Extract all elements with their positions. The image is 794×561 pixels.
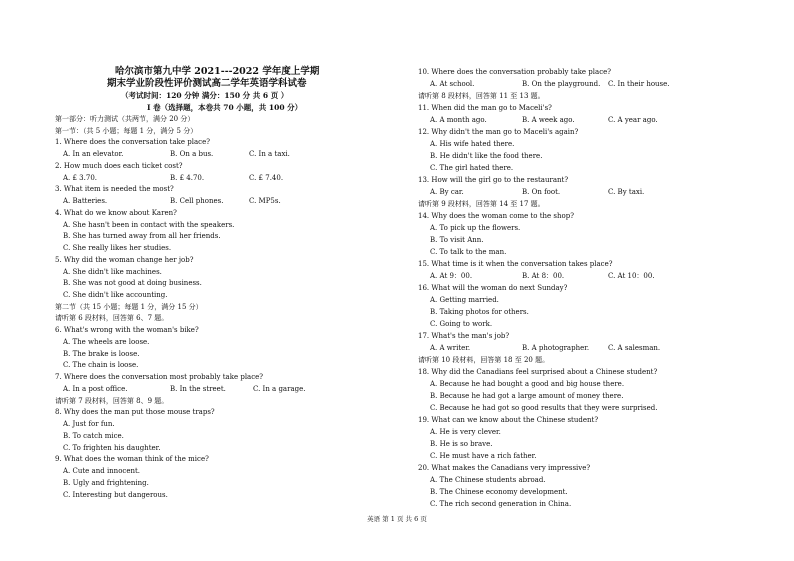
option-11a: A. A month ago. xyxy=(430,116,487,124)
option-20a: A. The Chinese students abroad. xyxy=(430,476,546,484)
option-3b: B. Cell phones. xyxy=(170,197,224,205)
exam-title-line1: 哈尔滨市第九中学 2021---2022 学年度上学期 xyxy=(115,66,320,77)
question-11: 11. When did the man go to Maceli's? xyxy=(418,104,552,112)
option-6a: A. The wheels are loose. xyxy=(63,338,150,346)
question-18: 18. Why did the Canadians feel surprised about a Chinese student? xyxy=(418,368,658,376)
question-10: 10. Where does the conversation probably take place? xyxy=(418,68,612,76)
option-14b: B. To visit Ann. xyxy=(430,236,484,244)
option-14c: C. To talk to the man. xyxy=(430,248,507,256)
option-11b: B. A week ago. xyxy=(522,116,575,124)
option-20c: C. The rich second generation in China. xyxy=(430,500,572,508)
option-4c: C. She really likes her studies. xyxy=(63,244,172,252)
option-5a: A. She didn't like machines. xyxy=(63,268,162,276)
option-8a: A. Just for fun. xyxy=(63,420,115,428)
part-heading: 第一部分：听力测试（共两节，满分 20 分） xyxy=(55,115,195,123)
option-2c: C. £ 7.40. xyxy=(249,174,284,182)
question-17: 17. What's the man's job? xyxy=(418,332,510,340)
question-2: 2. How much does each ticket cost? xyxy=(55,162,183,170)
option-15a: A. At 9：00. xyxy=(430,272,473,280)
option-11c: C. A year ago. xyxy=(608,116,658,124)
option-15c: C. At 10：00. xyxy=(608,272,655,280)
option-17c: C. A salesman. xyxy=(608,344,661,352)
option-12c: C. The girl hated there. xyxy=(430,164,514,172)
question-14: 14. Why does the woman come to the shop? xyxy=(418,212,574,220)
question-16: 16. What will the woman do next Sunday? xyxy=(418,284,568,292)
option-14a: A. To pick up the flowers. xyxy=(430,224,521,232)
option-5b: B. She was not good at doing business. xyxy=(63,279,202,287)
option-12b: B. He didn't like the food there. xyxy=(430,152,543,160)
option-18b: B. Because he had got a large amount of money there. xyxy=(430,392,624,400)
question-4: 4. What do we know about Karen? xyxy=(55,209,177,217)
option-3a: A. Batteries. xyxy=(63,197,108,205)
option-10b: B. On the playground. xyxy=(522,80,601,88)
option-13c: C. By taxi. xyxy=(608,188,645,196)
option-16a: A. Getting married. xyxy=(430,296,499,304)
option-12a: A. His wife hated there. xyxy=(430,140,515,148)
question-5: 5. Why did the woman change her job? xyxy=(55,256,194,264)
option-4a: A. She hasn't been in contact with the speakers. xyxy=(63,221,235,229)
option-8b: B. To catch mice. xyxy=(63,432,124,440)
option-13b: B. On foot. xyxy=(522,188,561,196)
option-9b: B. Ugly and frightening. xyxy=(63,479,149,487)
option-6b: B. The brake is loose. xyxy=(63,350,140,358)
question-9: 9. What does the woman think of the mice? xyxy=(55,455,209,463)
option-18c: C. Because he had got so good results that they were surprised. xyxy=(430,404,658,412)
listening-note-8: 请听第 8 段材料，回答第 11 至 13 题。 xyxy=(418,92,545,100)
option-1b: B. On a bus. xyxy=(170,150,214,158)
listening-note-8-9: 请听第 7 段材料，回答第 8、9 题。 xyxy=(55,397,169,405)
question-19: 19. What can we know about the Chinese student? xyxy=(418,416,599,424)
question-7: 7. Where does the conversation most probably take place? xyxy=(55,373,264,381)
option-7a: A. In a post office. xyxy=(63,385,128,393)
option-1c: C. In a taxi. xyxy=(249,150,290,158)
option-4b: B. She has turned away from all her friends. xyxy=(63,232,221,240)
listening-note-9: 请听第 9 段材料，回答第 14 至 17 题。 xyxy=(418,200,545,208)
exam-info: （考试时间：120 分钟 满分：150 分 共 6 页 ） xyxy=(121,91,289,100)
option-6c: C. The chain is loose. xyxy=(63,361,139,369)
question-8: 8. Why does the man put those mouse traps? xyxy=(55,408,215,416)
option-5c: C. She didn't like accounting. xyxy=(63,291,168,299)
option-2b: B. £ 4.70. xyxy=(170,174,205,182)
option-13a: A. By car. xyxy=(430,188,464,196)
option-19b: B. He is so brave. xyxy=(430,440,493,448)
option-19c: C. He must have a rich father. xyxy=(430,452,537,460)
question-6: 6. What's wrong with the woman's bike? xyxy=(55,326,199,334)
option-20b: B. The Chinese economy development. xyxy=(430,488,568,496)
option-7b: B. In the street. xyxy=(170,385,226,393)
question-13: 13. How will the girl go to the restaurant? xyxy=(418,176,569,184)
section-heading: 第一节：（共 5 小题；每题 1 分，满分 5 分） xyxy=(55,127,198,135)
option-18a: A. Because he had bought a good and big house there. xyxy=(430,380,625,388)
option-10c: C. In their house. xyxy=(608,80,670,88)
option-17a: A. A writer. xyxy=(430,344,471,352)
question-15: 15. What time is it when the conversation takes place? xyxy=(418,260,613,268)
question-12: 12. Why didn't the man go to Maceli's again? xyxy=(418,128,579,136)
option-10a: A. At school. xyxy=(430,80,475,88)
exam-title-line2: 期末学业阶段性评价测试高二学年英语学科试卷 xyxy=(107,78,307,89)
listening-note-6-7: 请听第 6 段材料，回答第 6、7 题。 xyxy=(55,314,169,322)
option-1a: A. In an elevator. xyxy=(63,150,124,158)
option-7c: C. In a garage. xyxy=(253,385,306,393)
listening-note-10: 请听第 10 段材料，回答第 18 至 20 题。 xyxy=(418,356,550,364)
question-1: 1. Where does the conversation take place? xyxy=(55,138,210,146)
option-9a: A. Cute and innocent. xyxy=(63,467,141,475)
exam-section-info: I 卷（选择题，本卷共 70 小题，共 100 分） xyxy=(147,103,303,112)
page-footer: 英语 第 1 页 共 6 页 xyxy=(367,515,427,523)
option-16c: C. Going to work. xyxy=(430,320,493,328)
option-15b: B. At 8：00. xyxy=(522,272,565,280)
question-3: 3. What item is needed the most? xyxy=(55,185,174,193)
option-3c: C. MP5s. xyxy=(249,197,281,205)
option-16b: B. Taking photos for others. xyxy=(430,308,529,316)
option-9c: C. Interesting but dangerous. xyxy=(63,491,168,499)
section-heading-2: 第二节（共 15 小题；每题 1 分，满分 15 分） xyxy=(55,303,203,311)
question-20: 20. What makes the Canadians very impressive? xyxy=(418,464,591,472)
option-19a: A. He is very clever. xyxy=(430,428,501,436)
option-17b: B. A photographer. xyxy=(522,344,590,352)
option-2a: A. £ 3.70. xyxy=(63,174,97,182)
option-8c: C. To frighten his daughter. xyxy=(63,444,161,452)
